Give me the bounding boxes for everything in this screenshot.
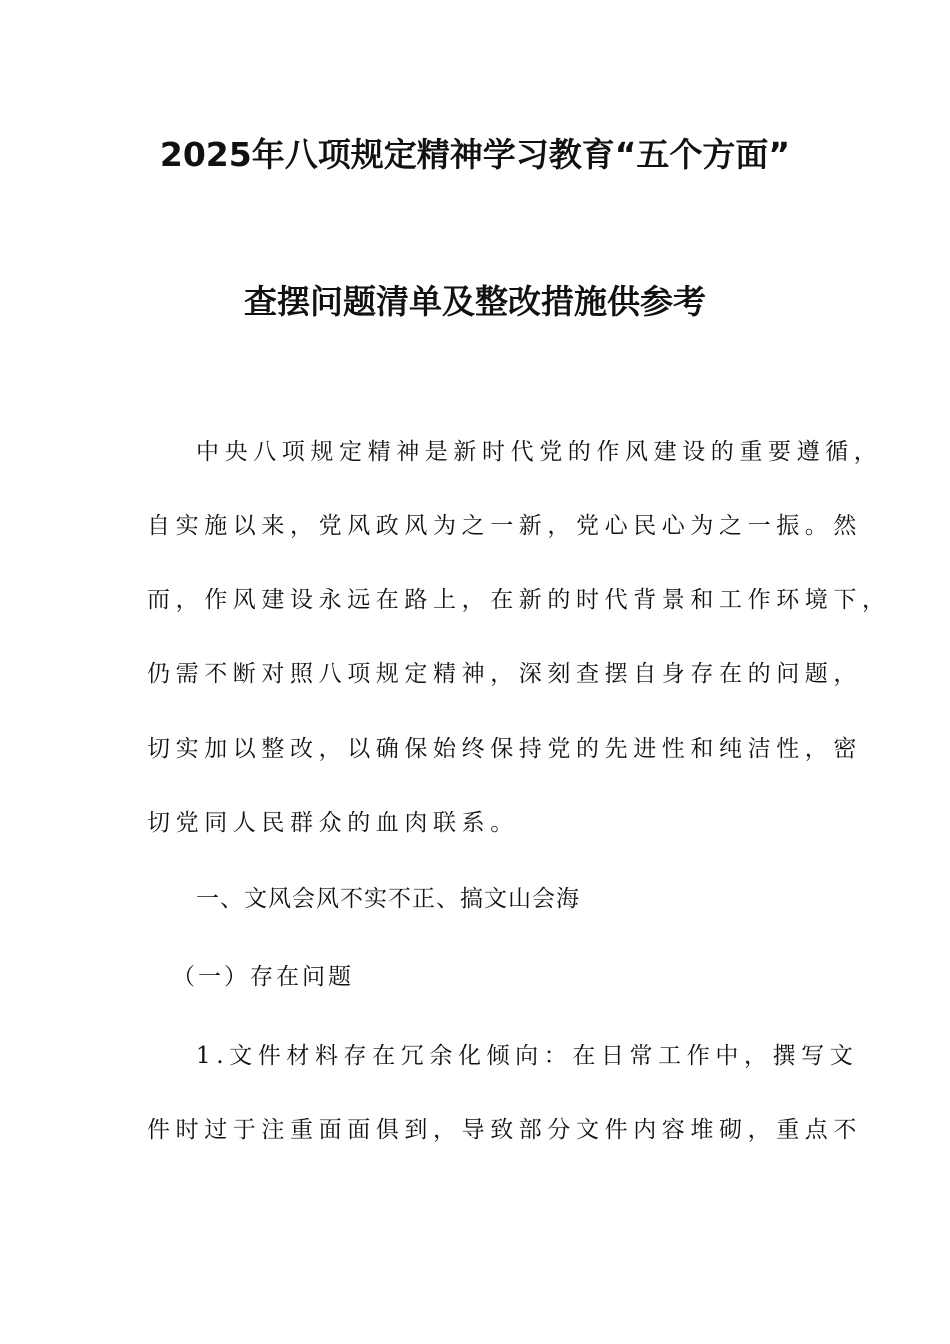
intro-paragraph-line: 中央八项规定精神是新时代党的作风建设的重要遵循，	[196, 439, 883, 465]
document-title-line-1: 2025年八项规定精神学习教育“五个方面”	[159, 135, 791, 174]
intro-paragraph-line: 切党同人民群众的血肉联系。	[147, 810, 519, 836]
subsection-heading: （一）存在问题	[172, 964, 354, 990]
intro-paragraph-line: 自实施以来，党风政风为之一新，党心民心为之一振。然	[147, 513, 862, 539]
document-title-line-2: 查摆问题清单及整改措施供参考	[244, 282, 706, 321]
item-paragraph-line: 1.文件材料存在冗余化倾向：在日常工作中，撰写文	[196, 1043, 859, 1069]
section-heading: 一、文风会风不实不正、搞文山会海	[196, 886, 580, 912]
intro-paragraph-line: 仍需不断对照八项规定精神，深刻查摆自身存在的问题，	[147, 661, 862, 687]
item-paragraph-line: 件时过于注重面面俱到，导致部分文件内容堆砌，重点不	[147, 1117, 862, 1143]
intro-paragraph-line: 切实加以整改，以确保始终保持党的先进性和纯洁性，密	[147, 736, 862, 762]
intro-paragraph-line: 而，作风建设永远在路上，在新的时代背景和工作环境下，	[147, 587, 891, 613]
